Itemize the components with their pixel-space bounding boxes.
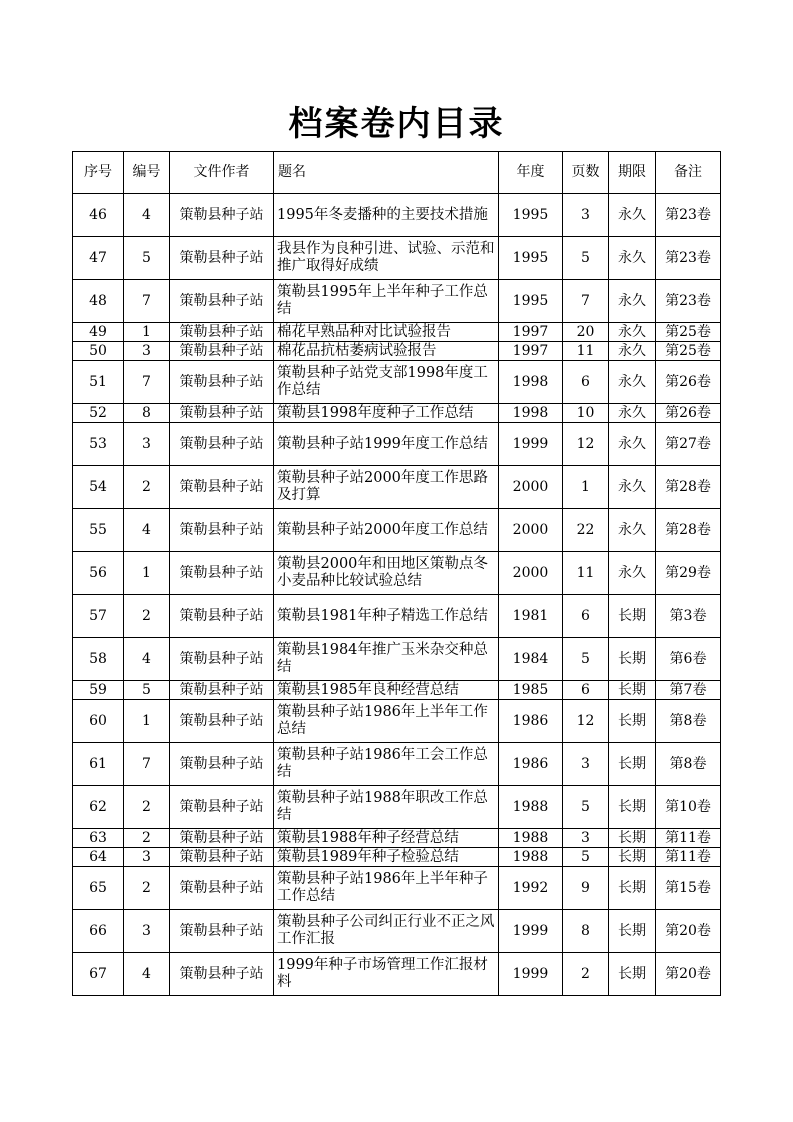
cell-year: 1995 (499, 280, 563, 323)
cell-year: 1986 (499, 743, 563, 786)
cell-title: 策勒县种子公司纠正行业不正之风工作汇报 (274, 910, 499, 953)
cell-pages: 20 (563, 323, 609, 342)
cell-pages: 5 (563, 786, 609, 829)
cell-year: 1988 (499, 848, 563, 867)
cell-year: 2000 (499, 552, 563, 595)
cell-note: 第27卷 (656, 423, 721, 466)
cell-title: 策勒县种子站2000年度工作总结 (274, 509, 499, 552)
table-row (73, 595, 721, 638)
cell-term: 长期 (609, 681, 656, 700)
table-row (73, 848, 721, 867)
cell-term: 长期 (609, 829, 656, 848)
cell-year: 1998 (499, 361, 563, 404)
col-header-author: 文件作者 (170, 152, 274, 194)
cell-note: 第11卷 (656, 848, 721, 867)
cell-title: 棉花品抗枯萎病试验报告 (274, 342, 499, 361)
cell-code: 3 (124, 848, 170, 867)
cell-code: 2 (124, 867, 170, 910)
col-header-term: 期限 (609, 152, 656, 194)
cell-note: 第26卷 (656, 361, 721, 404)
cell-year: 1985 (499, 681, 563, 700)
col-header-title: 题名 (274, 152, 499, 194)
page-title: 档案卷内目录 (288, 104, 505, 144)
cell-term: 永久 (609, 342, 656, 361)
cell-title: 策勒县种子站1999年度工作总结 (274, 423, 499, 466)
cell-term: 长期 (609, 595, 656, 638)
cell-term: 长期 (609, 638, 656, 681)
cell-note: 第25卷 (656, 323, 721, 342)
cell-note: 第20卷 (656, 953, 721, 996)
cell-note: 第28卷 (656, 509, 721, 552)
cell-code: 1 (124, 323, 170, 342)
cell-pages: 11 (563, 342, 609, 361)
cell-pages: 5 (563, 237, 609, 280)
cell-code: 2 (124, 466, 170, 509)
cell-no: 47 (73, 237, 124, 280)
cell-note: 第11卷 (656, 829, 721, 848)
cell-no: 61 (73, 743, 124, 786)
table-row (73, 323, 721, 342)
cell-title: 策勒县2000年和田地区策勒点冬小麦品种比较试验总结 (274, 552, 499, 595)
cell-title: 策勒县1981年种子精选工作总结 (274, 595, 499, 638)
cell-no: 51 (73, 361, 124, 404)
cell-year: 1999 (499, 423, 563, 466)
cell-code: 5 (124, 237, 170, 280)
cell-term: 永久 (609, 194, 656, 237)
cell-no: 66 (73, 910, 124, 953)
table-row (73, 681, 721, 700)
cell-code: 2 (124, 829, 170, 848)
cell-note: 第23卷 (656, 280, 721, 323)
cell-author: 策勒县种子站 (170, 910, 274, 953)
cell-title: 策勒县1984年推广玉米杂交种总结 (274, 638, 499, 681)
cell-title: 棉花早熟品种对比试验报告 (274, 323, 499, 342)
cell-author: 策勒县种子站 (170, 848, 274, 867)
cell-term: 长期 (609, 848, 656, 867)
cell-term: 长期 (609, 910, 656, 953)
cell-author: 策勒县种子站 (170, 867, 274, 910)
cell-no: 64 (73, 848, 124, 867)
cell-code: 7 (124, 280, 170, 323)
cell-note: 第23卷 (656, 194, 721, 237)
table-row (73, 280, 721, 323)
cell-author: 策勒县种子站 (170, 700, 274, 743)
cell-author: 策勒县种子站 (170, 595, 274, 638)
cell-no: 53 (73, 423, 124, 466)
col-header-pages: 页数 (563, 152, 609, 194)
cell-author: 策勒县种子站 (170, 552, 274, 595)
cell-term: 永久 (609, 552, 656, 595)
cell-code: 1 (124, 552, 170, 595)
cell-year: 1995 (499, 237, 563, 280)
table-row (73, 466, 721, 509)
cell-title: 我县作为良种引进、试验、示范和推广取得好成绩 (274, 237, 499, 280)
cell-year: 1997 (499, 323, 563, 342)
cell-note: 第25卷 (656, 342, 721, 361)
cell-note: 第7卷 (656, 681, 721, 700)
cell-code: 4 (124, 194, 170, 237)
cell-no: 46 (73, 194, 124, 237)
cell-pages: 2 (563, 953, 609, 996)
cell-no: 54 (73, 466, 124, 509)
cell-term: 永久 (609, 466, 656, 509)
table-row (73, 237, 721, 280)
cell-year: 1986 (499, 700, 563, 743)
cell-author: 策勒县种子站 (170, 280, 274, 323)
cell-title: 策勒县种子站2000年度工作思路及打算 (274, 466, 499, 509)
col-header-note: 备注 (656, 152, 721, 194)
cell-code: 3 (124, 423, 170, 466)
cell-term: 长期 (609, 867, 656, 910)
table-row (73, 910, 721, 953)
cell-code: 3 (124, 342, 170, 361)
cell-author: 策勒县种子站 (170, 638, 274, 681)
cell-term: 永久 (609, 280, 656, 323)
cell-pages: 6 (563, 595, 609, 638)
cell-pages: 12 (563, 700, 609, 743)
cell-title: 策勒县种子站党支部1998年度工作总结 (274, 361, 499, 404)
cell-title: 策勒县1998年度种子工作总结 (274, 404, 499, 423)
cell-code: 1 (124, 700, 170, 743)
cell-author: 策勒县种子站 (170, 829, 274, 848)
cell-no: 56 (73, 552, 124, 595)
cell-code: 4 (124, 953, 170, 996)
cell-year: 2000 (499, 509, 563, 552)
cell-term: 永久 (609, 509, 656, 552)
table-row (73, 786, 721, 829)
cell-pages: 9 (563, 867, 609, 910)
cell-year: 1999 (499, 953, 563, 996)
cell-pages: 8 (563, 910, 609, 953)
table-row (73, 638, 721, 681)
cell-year: 1984 (499, 638, 563, 681)
table-row (73, 953, 721, 996)
cell-author: 策勒县种子站 (170, 404, 274, 423)
table-row (73, 700, 721, 743)
cell-code: 5 (124, 681, 170, 700)
col-header-year: 年度 (499, 152, 563, 194)
cell-pages: 11 (563, 552, 609, 595)
cell-note: 第28卷 (656, 466, 721, 509)
cell-author: 策勒县种子站 (170, 194, 274, 237)
table-row (73, 743, 721, 786)
table-row (73, 552, 721, 595)
cell-pages: 22 (563, 509, 609, 552)
table-row (73, 361, 721, 404)
cell-pages: 5 (563, 638, 609, 681)
cell-author: 策勒县种子站 (170, 953, 274, 996)
cell-term: 长期 (609, 743, 656, 786)
cell-year: 1988 (499, 829, 563, 848)
cell-pages: 1 (563, 466, 609, 509)
cell-term: 长期 (609, 953, 656, 996)
cell-year: 1999 (499, 910, 563, 953)
cell-year: 1998 (499, 404, 563, 423)
cell-pages: 3 (563, 829, 609, 848)
col-header-no: 序号 (73, 152, 124, 194)
cell-no: 55 (73, 509, 124, 552)
cell-author: 策勒县种子站 (170, 323, 274, 342)
cell-title: 策勒县1989年种子检验总结 (274, 848, 499, 867)
cell-term: 永久 (609, 323, 656, 342)
cell-year: 1995 (499, 194, 563, 237)
cell-year: 1988 (499, 786, 563, 829)
cell-author: 策勒县种子站 (170, 361, 274, 404)
cell-note: 第8卷 (656, 700, 721, 743)
cell-author: 策勒县种子站 (170, 237, 274, 280)
header-row (73, 152, 721, 194)
table-row (73, 404, 721, 423)
cell-title: 策勒县种子站1986年上半年工作总结 (274, 700, 499, 743)
cell-pages: 12 (563, 423, 609, 466)
cell-author: 策勒县种子站 (170, 509, 274, 552)
cell-pages: 3 (563, 743, 609, 786)
table-row (73, 509, 721, 552)
cell-note: 第29卷 (656, 552, 721, 595)
table-row (73, 423, 721, 466)
cell-pages: 6 (563, 361, 609, 404)
cell-year: 2000 (499, 466, 563, 509)
cell-note: 第23卷 (656, 237, 721, 280)
cell-note: 第26卷 (656, 404, 721, 423)
cell-code: 4 (124, 509, 170, 552)
cell-term: 永久 (609, 237, 656, 280)
cell-code: 7 (124, 743, 170, 786)
cell-pages: 10 (563, 404, 609, 423)
cell-code: 8 (124, 404, 170, 423)
cell-code: 3 (124, 910, 170, 953)
cell-no: 50 (73, 342, 124, 361)
cell-pages: 5 (563, 848, 609, 867)
cell-no: 63 (73, 829, 124, 848)
table-row (73, 342, 721, 361)
cell-term: 永久 (609, 423, 656, 466)
cell-title: 策勒县种子站1986年工会工作总结 (274, 743, 499, 786)
cell-term: 长期 (609, 700, 656, 743)
cell-no: 62 (73, 786, 124, 829)
cell-no: 67 (73, 953, 124, 996)
cell-author: 策勒县种子站 (170, 466, 274, 509)
cell-title: 策勒县1988年种子经营总结 (274, 829, 499, 848)
cell-code: 4 (124, 638, 170, 681)
table-row (73, 867, 721, 910)
cell-term: 永久 (609, 361, 656, 404)
cell-no: 60 (73, 700, 124, 743)
cell-note: 第10卷 (656, 786, 721, 829)
cell-no: 52 (73, 404, 124, 423)
table-row (73, 829, 721, 848)
cell-pages: 7 (563, 280, 609, 323)
cell-title: 1995年冬麦播种的主要技术措施 (274, 194, 499, 237)
table-row (73, 194, 721, 237)
cell-term: 永久 (609, 404, 656, 423)
cell-author: 策勒县种子站 (170, 743, 274, 786)
cell-year: 1981 (499, 595, 563, 638)
cell-author: 策勒县种子站 (170, 681, 274, 700)
cell-no: 49 (73, 323, 124, 342)
cell-no: 59 (73, 681, 124, 700)
cell-title: 策勒县种子站1986年上半年种子工作总结 (274, 867, 499, 910)
cell-code: 7 (124, 361, 170, 404)
cell-author: 策勒县种子站 (170, 423, 274, 466)
cell-pages: 3 (563, 194, 609, 237)
cell-note: 第20卷 (656, 910, 721, 953)
cell-note: 第3卷 (656, 595, 721, 638)
catalog-table (72, 151, 721, 996)
cell-title: 策勒县种子站1988年职改工作总结 (274, 786, 499, 829)
cell-year: 1992 (499, 867, 563, 910)
cell-no: 57 (73, 595, 124, 638)
cell-note: 第6卷 (656, 638, 721, 681)
cell-note: 第8卷 (656, 743, 721, 786)
cell-title: 策勒县1985年良种经营总结 (274, 681, 499, 700)
col-header-code: 编号 (124, 152, 170, 194)
cell-author: 策勒县种子站 (170, 342, 274, 361)
cell-code: 2 (124, 786, 170, 829)
cell-no: 65 (73, 867, 124, 910)
cell-author: 策勒县种子站 (170, 786, 274, 829)
cell-pages: 6 (563, 681, 609, 700)
cell-title: 策勒县1995年上半年种子工作总结 (274, 280, 499, 323)
cell-note: 第15卷 (656, 867, 721, 910)
cell-term: 长期 (609, 786, 656, 829)
cell-no: 48 (73, 280, 124, 323)
cell-code: 2 (124, 595, 170, 638)
cell-title: 1999年种子市场管理工作汇报材料 (274, 953, 499, 996)
cell-year: 1997 (499, 342, 563, 361)
cell-no: 58 (73, 638, 124, 681)
